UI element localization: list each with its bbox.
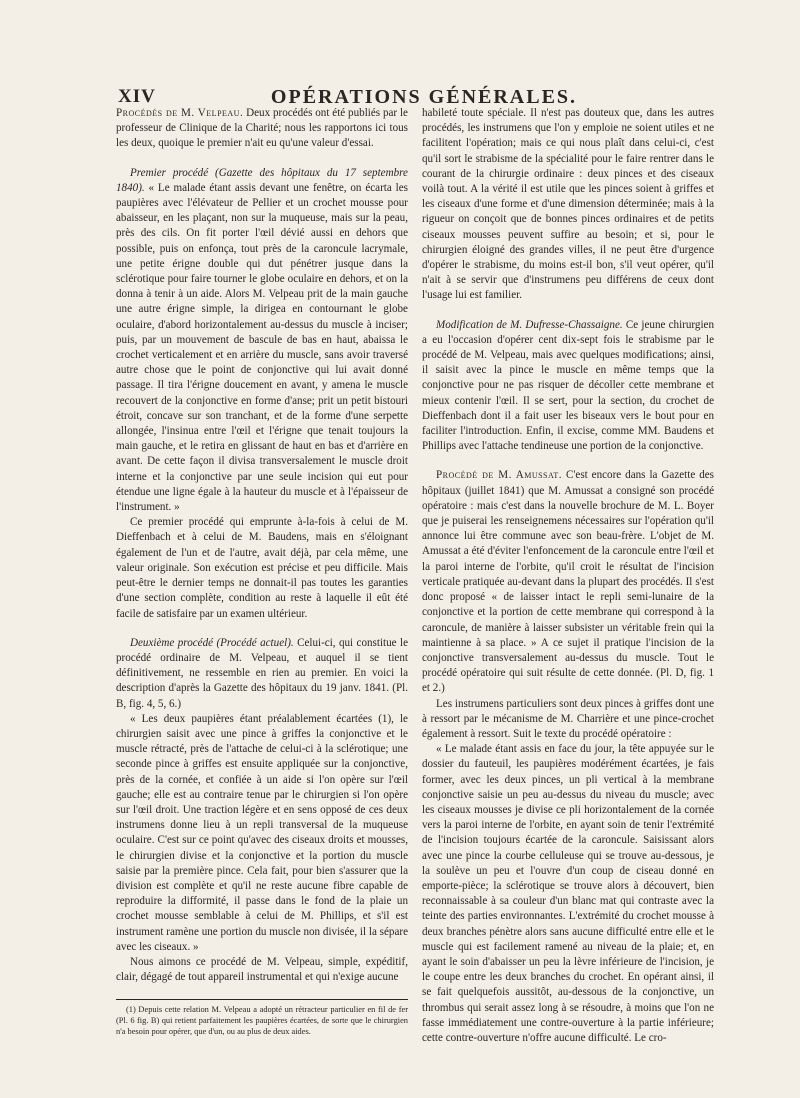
paragraph-text: Ce jeune chirurgien a eu l'occasion d'opérer cent dix-sept fois le strabisme par le procédé de M. Velpeau, mais avec quelques modifications; ainsi, il saisit avec la pince le muscle en même temps que la conjonctive pour ne pas risquer de décoller cette membrane et mieux contenir l'œil. Il se sert, pour la section, du crochet de Dieffenbach dont il a fait user les biseaux vers le bout pour en faciliter l'introduction. Enfin, il excise, comme MM. Baudens et Phillips avec l'attache tendineuse une portion de la conjonctive. [422,318,715,453]
running-title: OPÉRATIONS GÉNÉRALES. [270,86,578,108]
paragraph-opinion: Nous aimons ce procédé de M. Velpeau, simple, expéditif, clair, dégagé de tout appareil instrumental et qui n'exige aucune [116,955,408,984]
left-column [116,106,408,1037]
paragraph-quote-amussat: « Le malade étant assis en face du jour, la tête appuyée sur le dossier du fauteuil, les paupières modérément écartées, je fais former, avec les deux pinces, un pli vertical à la membrane conjonctive saisie un peu au-dessus du niveau du muscle; avec les ciseaux mousses je divise ce pli horizontalement de la cornée vers la paroi interne de l'orbite, en ayant soin de tenir l'extrémité de l'incision toujours écartée de la caroncule. Saisissant alors avec une pince la courbe celluleuse qui se trouve au-dessous, je la soulève un peu et l'ouvre d'un coup de ciseau donné en emporte-pièce; la sclérotique se trouve alors à découvert, bien reconnaissable à sa couleur d'un blanc mat qui contraste avec la teinte des parties environnantes. L'extrémité du crochet mousse à deux branches pénètre alors sans aucune difficulté entre elle et le muscle qui est facilement ramené au niveau de la plaie; et, en ayant le soin d'abaisser un peu la lèvre inférieure de l'incision, je le coupe entre les deux branches du crochet. En opérant ainsi, il se fait quelquefois aussitôt, au-dessous de la conjonctive, un thrombus qui serait assez long à se résoudre, à moins que l'on ne fasse immédiatement une contre-ouverture à la partie inférieure; cette contre-ouverture n'offre aucune difficulté. Le cro- [422,743,714,1044]
paragraph-commentary: Ce premier procédé qui emprunte à-la-fois à celui de M. Dieffenbach et à celui de M. Baudens, mais en s'éloignant également de l'un et de l'autre, avait déjà, par cela même, une valeur originale. Son exécution est précise et peu difficile. Mais peut-être le dernier temps ne donnait-il pas toutes les garanties d'une section complète, condition au reste à laquelle il eût été facile de satisfaire par un examen ultérieur. [116,516,408,620]
footnote-text: (1) Depuis cette relation M. Velpeau a adopté un rétracteur particulier en fil de fer (Pl. 6 fig. B) qui retient parfaitement les paupières écartées, de sorte que le chirurgien n'a besoin pour opérer, que d'un, ou au plus de deux aides. [116,1005,408,1037]
paragraph-velpeau-intro [116,106,408,152]
footnote [116,1004,408,1037]
footnote-separator [116,999,408,1000]
paragraph-text: « Le malade étant assis devant une fenêtre, on écarta les paupières avec l'élévateur de Pellier et un crochet mousse pour abaisseur, en les plaçant, non sur la muqueuse, mais sur la peau, près des cils. On fit porter l'œil dévié aussi en dehors que possible, puis on enfonça, tout près de la caroncule lacrymale, une petite érigne double qui dut pénétrer jusque dans la sclérotique pour faire tourner le globe oculaire en dehors, et on la donna à tenir à un aide. Alors M. Velpeau prit de la main gauche une autre érigne simple, la dirigea en contournant le globe oculaire, d'abord horizontalement au-dessus du muscle à inciser; puis, par un mouvement de bascule de bas en haut, abaissa le crochet verticalement et en arrière du muscle, sans avoir traversé autre chose que le point de conjonctive qui lui avait donné passage. Il tira l'érigne doucement en avant, y amena le muscle recouvert de la conjonctive en forme d'anse; prit un petit bistouri étroit, concave sur son tranchant, et de la forme d'une serpette allongée, l'insinua entre l'œil et l'érigne que tenait toujours la main gauche, et le retira en glissant de haut en bas et d'arrière en avant. De cette façon il divisa transversalement le muscle droit interne et la conjonctive par une seule incision qui eut pour étendue une ligne égale à la hauteur du muscle et à l'épaisseur de l'instrument. » [116,181,408,514]
paragraph-continuation: habileté toute spéciale. Il n'est pas douteux que, dans les autres procédés, les instrumens que l'on y emploie ne soient utiles et ne facilitent l'opération; mais ce qui nous plaît dans celui-ci, c'est qu'il sort le strabisme de la spécialité pour le faire rentrer dans le courant de la chirurgie ordinaire : deux pinces et des ciseaux voilà tout. A la vérité il est utile que les pinces soient à griffes et les ciseaux d'une forme et d'une dimension déterminée; mais à la rigueur on conçoit que de bonnes pinces ordinaires et de petits ciseaux mousses peuvent suffire au besoin; et si, pour le chirurgien éloigné des grandes villes, il ne peut être d'urgence d'opérer le strabisme, du moins est-il bon, s'il veut opérer, qu'il n'ait à se servir que d'instrumens peu différens de ceux dont l'usage lui est familier. [422,107,714,302]
paragraph-premier-procede [116,166,408,516]
subheading-premier-procede: Premier procédé (Gazette des hôpitaux du 17 septembre 1840). [116,166,408,194]
paragraph-text: C'est encore dans la Gazette des hôpitaux (juillet 1841) que M. Amussat a consigné son procédé opératoire : mais c'est dans la nouvelle brochure de M. L. Boyer que je puiserai les renseignemens nécessaires sur l'opération qu'il annonce lui être commune avec son beau-frère. L'objet de M. Amussat a été d'éviter l'enfoncement de la caroncule entre l'œil et la paroi interne de l'orbite, qu'il croit le résultat de l'incision verticale pratiquée au-devant dans la plupart des procédés. Il s'est donc proposé « de laisser intact le repli semi-lunaire de la conjonctive et la portion de cette membrane qui correspond à la caroncule, de manière à laisser subsister un véritable frein qui la maintienne à sa place. » A ce sujet il pratique l'incision de la conjonctive transversalement au-dessus du muscle. Tout le procédé opératoire qui suit résulte de cette donnée. (Pl. D, fig. 1 et 2.) [422,469,714,695]
paragraph-text: Deux procédés ont été publiés par le professeur de Clinique de la Charité; nous les rapportons ici tous les deux, quoique le premier n'ait eu qu'une valeur d'essai. [116,107,408,150]
page-folio: XIV [118,86,156,107]
section-heading-amussat: Procédé de M. Amussat. [436,469,563,482]
right-column [422,106,714,1046]
paragraph-quote-description: « Les deux paupières étant préalablement écartées (1), le chirurgien saisit avec une pince à griffes la conjonctive et le muscle rétracté, près de l'attache de celui-ci à la sclérotique; une seconde pince à griffes est ensuite appliquée sur la conjonctive, près de la cornée, et confiée à un aide si l'on opère sur l'œil gauche; elle est au contraire tenue par le chirurgien si l'on opère sur l'œil droit. Une traction légère et en sens opposé de ces deux instrumens donne lieu à un repli transversal de la muqueuse oculaire. C'est sur ce point qu'avec des ciseaux droits et mousses, le chirurgien divise et la conjonctive et la portion du muscle saisie par la première pince. Cela fait, pour bien s'assurer que la division est complète et qu'il ne reste aucune fibre capable de reproduire la difformité, il passe dans le fond de la plaie un crochet mousse semblable à celui de M. Phillips, et s'il est instrument ramène une portion du muscle non divisée, il la sépare avec les ciseaux. » [116,712,408,953]
paragraph-deuxieme-procede [116,636,408,712]
subheading-dufresse: Modification de M. Dufresse-Chassaigne. [436,318,623,331]
section-heading-velpeau: Procédés de M. Velpeau. [116,107,244,119]
paragraph-dufresse [422,318,714,455]
paragraph-instruments: Les instrumens particuliers sont deux pinces à griffes dont une à ressort par le mécanisme de M. Charrière et une pince-crochet également à ressort. Suit le texte du procédé opératoire : [422,697,714,740]
paragraph-amussat [422,468,714,696]
paragraph-text: Celui-ci, qui constitue le procédé ordinaire de M. Velpeau, et auquel il se tient définitivement, ne ressemble en rien au premier. En voici la description d'après la Gazette des hôpitaux du 19 janv. 1841. (Pl. B, fig. 4, 5, 6.) [116,636,408,710]
subheading-deuxieme-procede: Deuxième procédé (Procédé actuel). [130,636,294,649]
